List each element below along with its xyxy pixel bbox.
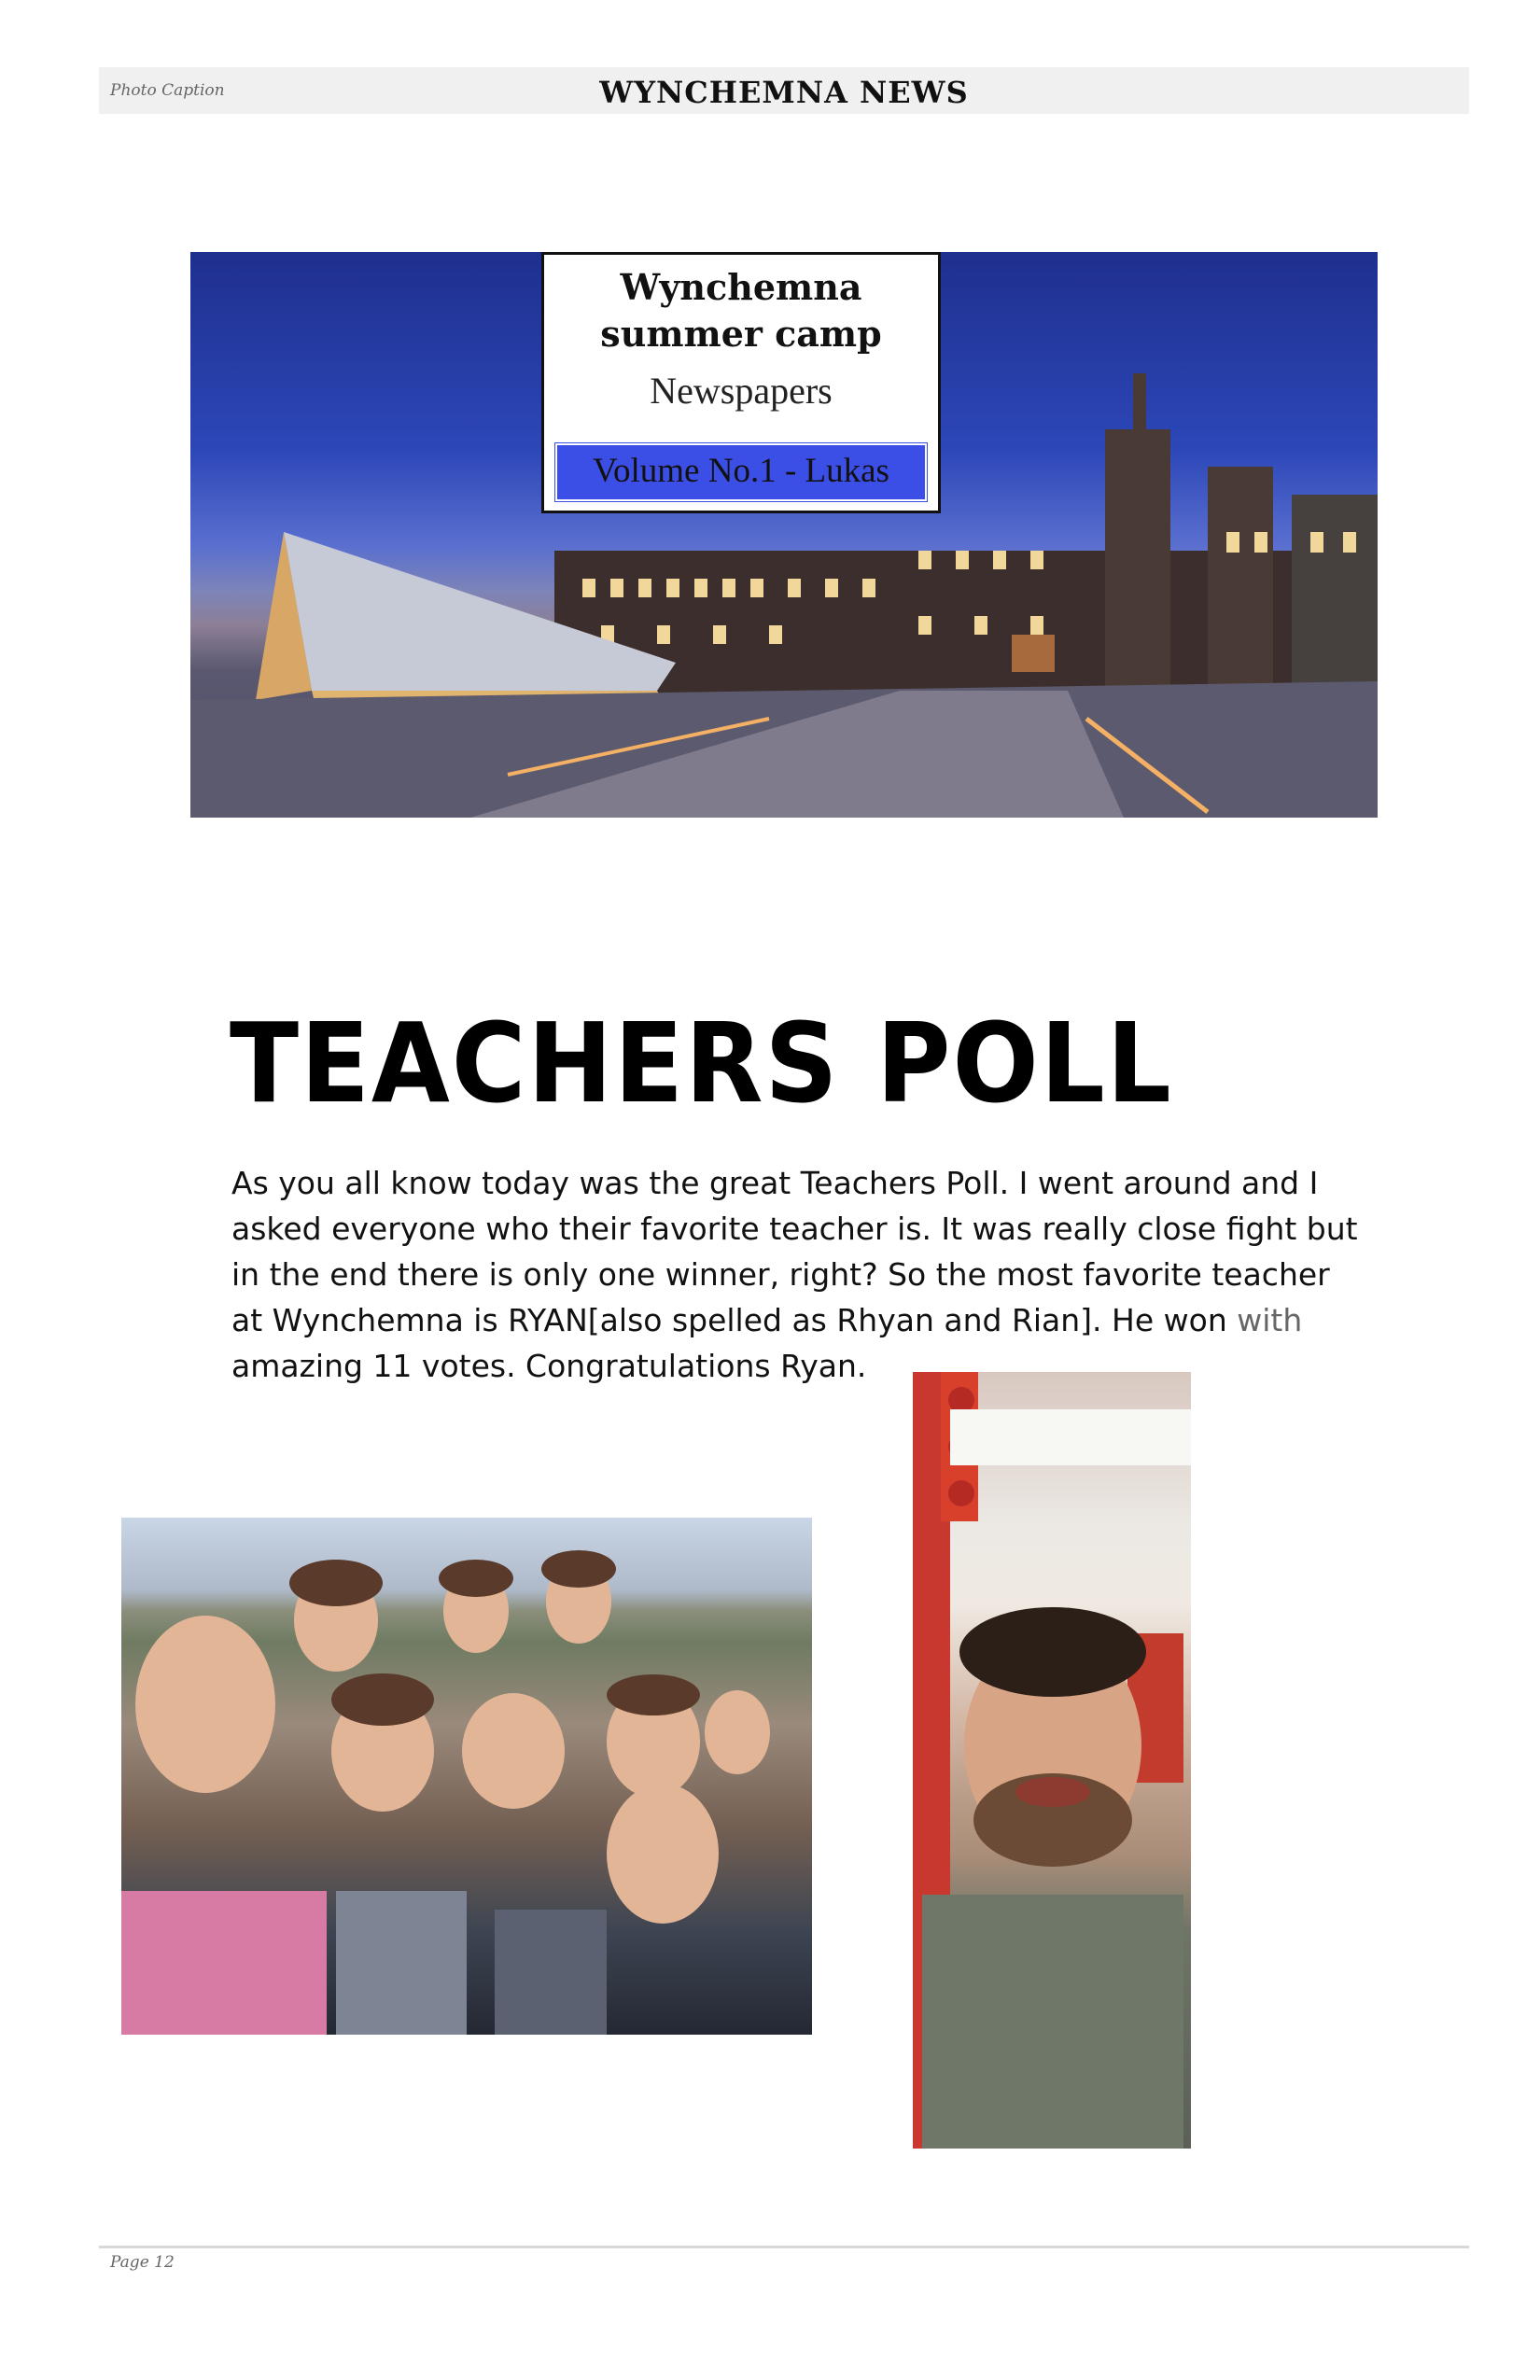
- header-caption: Photo Caption: [110, 81, 225, 100]
- footer-divider: [99, 2246, 1469, 2248]
- article-headline: TEACHERS POLL: [230, 999, 1173, 1127]
- group-selfie-photo: [121, 1518, 812, 2035]
- group-of-students-image: [121, 1518, 812, 2035]
- newspaper-masthead: [541, 252, 941, 513]
- banner-photo: [190, 252, 1378, 818]
- masthead-title-line2: summer camp: [600, 313, 882, 355]
- page-header: [99, 67, 1469, 114]
- masthead-title: [544, 264, 938, 357]
- article-text-muted: with: [1237, 1302, 1303, 1338]
- newspaper-title: WYNCHEMNA NEWS: [599, 75, 969, 110]
- article-body: [231, 1160, 1361, 1389]
- masthead-title-line1: Wynchemna: [620, 266, 862, 308]
- masthead-subtitle: Newspapers: [650, 370, 833, 412]
- teacher-selfie-photo: [913, 1372, 1191, 2149]
- teacher-ryan-image: [913, 1372, 1191, 2149]
- article-text-part1: As you all know today was the great Teachers Poll. I went around and I asked everyone who their favorite teacher is. It was really close fight but in the end there is only one winner, right? So the most favorite teacher at Wynchemna is RYAN[also spelled as Rhyan and Rian]. He won: [231, 1165, 1358, 1338]
- volume-label: Volume No.1 - Lukas: [555, 443, 927, 501]
- page-number: Page 12: [110, 2253, 175, 2272]
- article-text-part2: amazing 11 votes. Congratulations Ryan.: [231, 1348, 867, 1384]
